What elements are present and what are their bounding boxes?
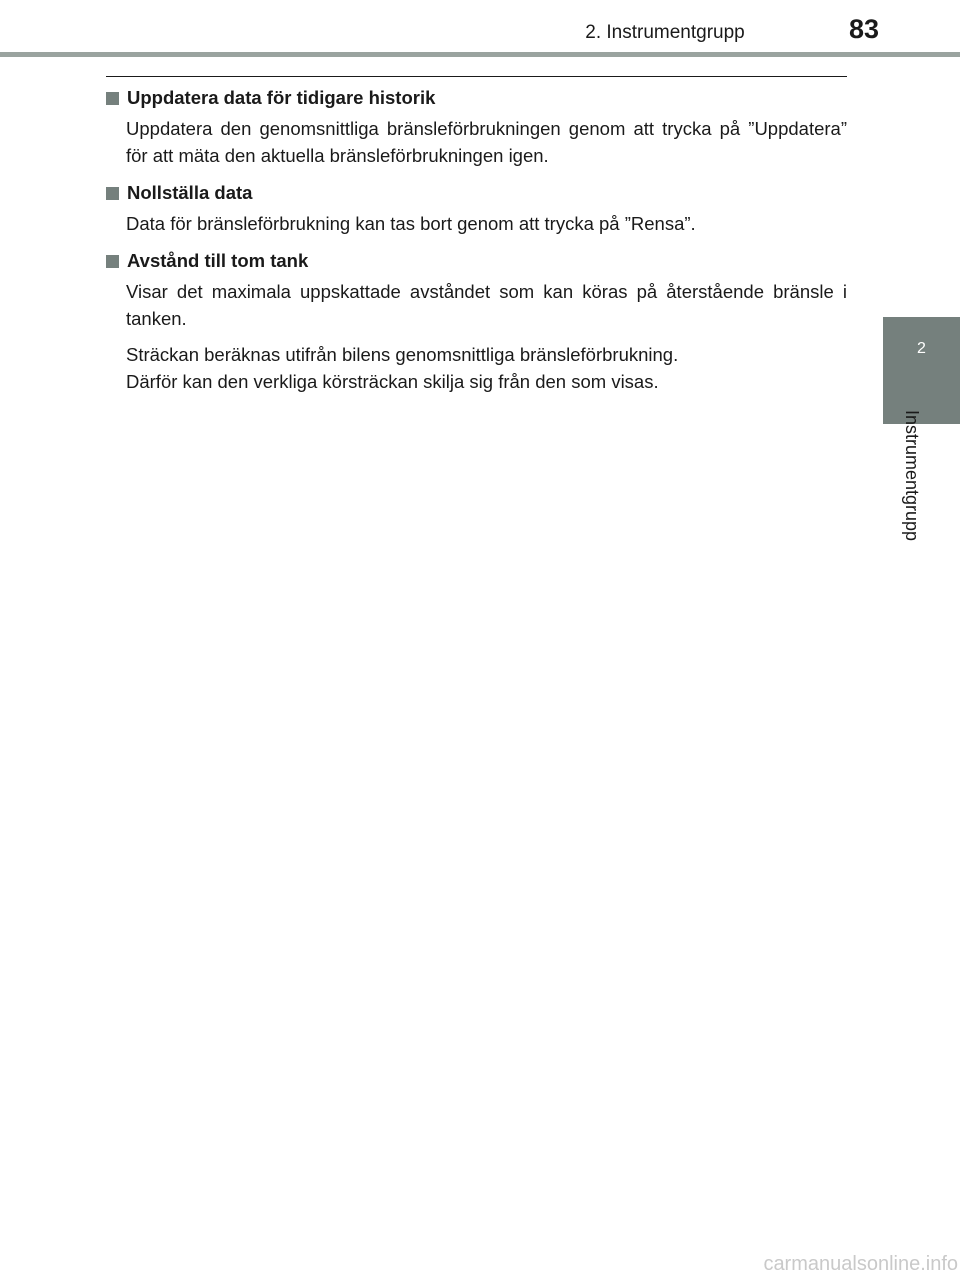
chapter-tab[interactable] [883,317,960,424]
square-bullet-icon [106,187,119,200]
header-divider [0,52,960,57]
note-line: Därför kan den verkliga körsträckan skilja sig från den som visas. [126,371,659,392]
section-heading [106,84,847,112]
section-note [126,341,847,395]
section-heading-text: Uppdatera data för tidigare historik [127,87,436,108]
section-heading-text: Nollställa data [127,182,253,203]
note-line: Sträckan beräknas utifrån bilens genomsnittliga bränsleförbrukning. [126,344,679,365]
chapter-number: 2 [917,340,926,357]
section-update-history [106,84,847,169]
watermark: carmanualsonline.info [763,1253,958,1275]
section-distance-to-empty [106,247,847,395]
content-divider [106,76,847,77]
section-heading [106,247,847,275]
section-paragraph: Data för bränsleförbrukning kan tas bort genom att trycka på ”Rensa”. [126,213,696,234]
square-bullet-icon [106,92,119,105]
section-heading-text: Avstånd till tom tank [127,250,309,271]
section-paragraph: Visar det maximala uppskattade avståndet som kan köras på återstående bränsle i tanken. [126,281,847,329]
section-paragraph: Uppdatera den genomsnittliga bränsleförbrukningen genom att trycka på ”Uppdatera” för att mäta den aktuella bränsleförbrukningen igen. [126,118,847,166]
chapter-label: Instrumentgrupp [902,410,922,542]
header-title: 2. Instrumentgrupp [585,22,745,43]
page-content [106,84,847,405]
page-number: 83 [848,14,880,44]
section-heading [106,179,847,207]
square-bullet-icon [106,255,119,268]
section-reset-data [106,179,847,237]
